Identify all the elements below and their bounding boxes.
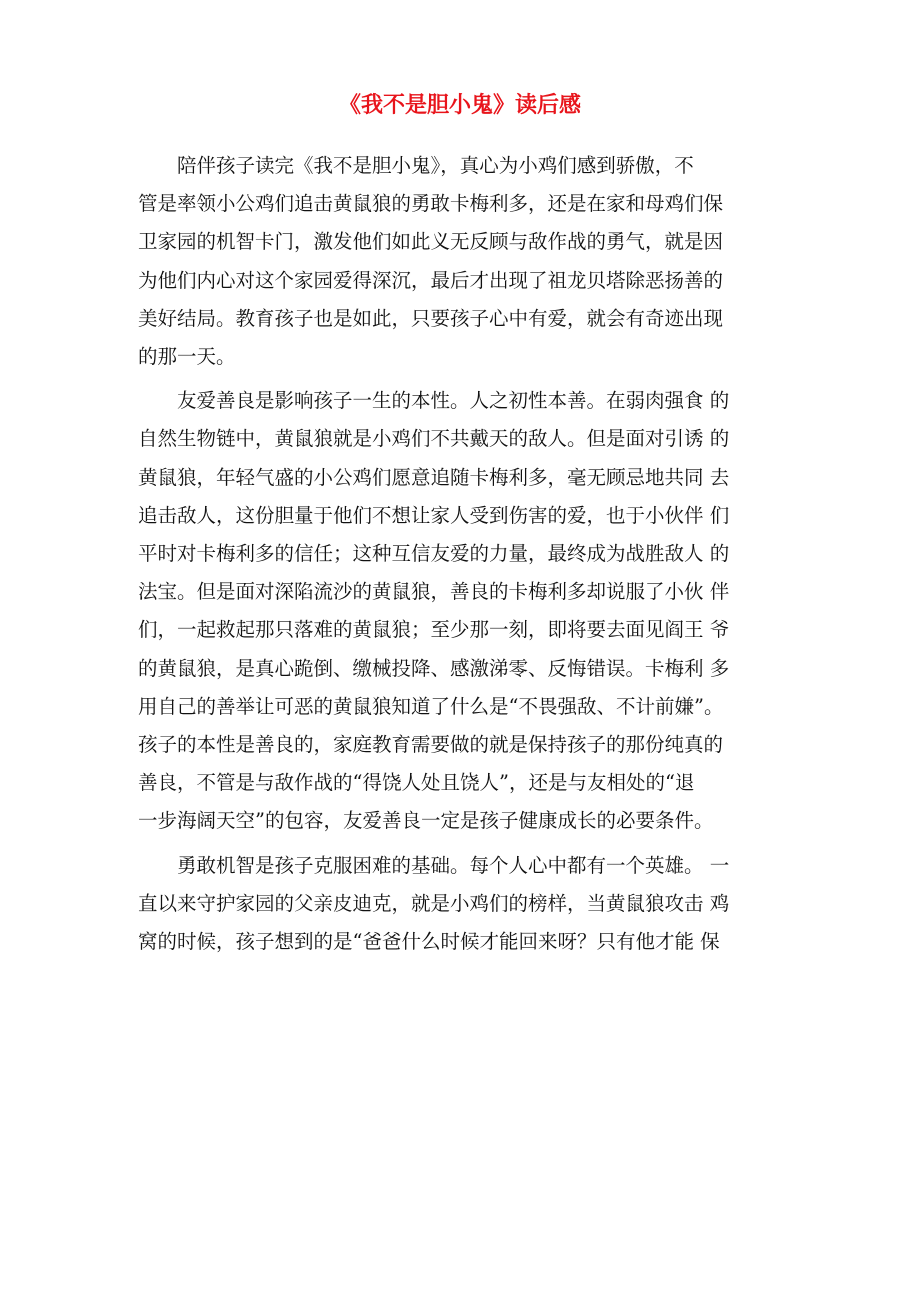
text-line: 的那一天。: [138, 345, 236, 369]
text-line: 管是率领小公鸡们追击黄鼠狼的勇敢卡梅利多，还是在家和母鸡们保: [138, 192, 724, 216]
document-body: [138, 147, 804, 961]
text-line: 平时对卡梅利多的信任；这种互信友爱的力量，最终成为战胜敌人 的: [138, 542, 730, 566]
text-line: 美好结局。教育孩子也是如此，只要孩子心中有爱，就会有奇迹出现: [138, 306, 724, 330]
text-line: 孩子的本性是善良的，家庭教育需要做的就是保持孩子的那份纯真的: [138, 733, 724, 757]
text-line: 的黄鼠狼，是真心跪倒、缴械投降、感激涕零、反悔错误。卡梅利 多: [138, 656, 730, 680]
text-line: 窝的时候，孩子想到的是“爸爸什么时候才能回来呀？只有他才能 保: [138, 930, 720, 954]
text-line: 法宝。但是面对深陷流沙的黄鼠狼，善良的卡梅利多却说服了小伙 伴: [138, 580, 730, 604]
paragraph: [138, 382, 804, 840]
text-line: 为他们内心对这个家园爱得深沉，最后才出现了祖龙贝塔除恶扬善的: [138, 268, 724, 292]
text-line: 勇敢机智是孩子克服困难的基础。每个人心中都有一个英雄。 一: [177, 853, 730, 877]
text-line: 卫家园的机智卡门，激发他们如此义无反顾与敌作战的勇气，就是因: [138, 230, 724, 254]
paragraph: [138, 147, 804, 376]
text-line: 自然生物链中，黄鼠狼就是小鸡们不共戴天的敌人。但是面对引诱 的: [138, 427, 730, 451]
text-line: 黄鼠狼，年轻气盛的小公鸡们愿意追随卡梅利多，毫无顾忌地共同 去: [138, 465, 730, 489]
text-line: 们，一起救起那只落难的黄鼠狼；至少那一刻，即将要去面见阎王 爷: [138, 618, 730, 642]
paragraph: [138, 847, 804, 962]
text-line: 善良，不管是与敌作战的“得饶人处且饶人”，还是与友相处的“退: [138, 771, 695, 795]
text-line: 一步海阔天空”的包容，友爱善良一定是孩子健康成长的必要条件。: [138, 809, 714, 833]
text-line: 用自己的善举让可恶的黄鼠狼知道了什么是“不畏强敌、不计前嫌”。: [138, 694, 724, 718]
text-line: 直以来守护家园的父亲皮迪克，就是小鸡们的榜样，当黄鼠狼攻击 鸡: [138, 891, 730, 915]
document-title: 《我不是胆小鬼》读后感: [338, 93, 581, 118]
text-line: 陪伴孩子读完《我不是胆小鬼》，真心为小鸡们感到骄傲，不: [177, 154, 694, 177]
text-line: 追击敌人，这份胆量于他们不想让家人受到伤害的爱，也于小伙伴 们: [138, 503, 730, 527]
text-line: 友爱善良是影响孩子一生的本性。人之初性本善。在弱肉强食 的: [177, 389, 730, 413]
